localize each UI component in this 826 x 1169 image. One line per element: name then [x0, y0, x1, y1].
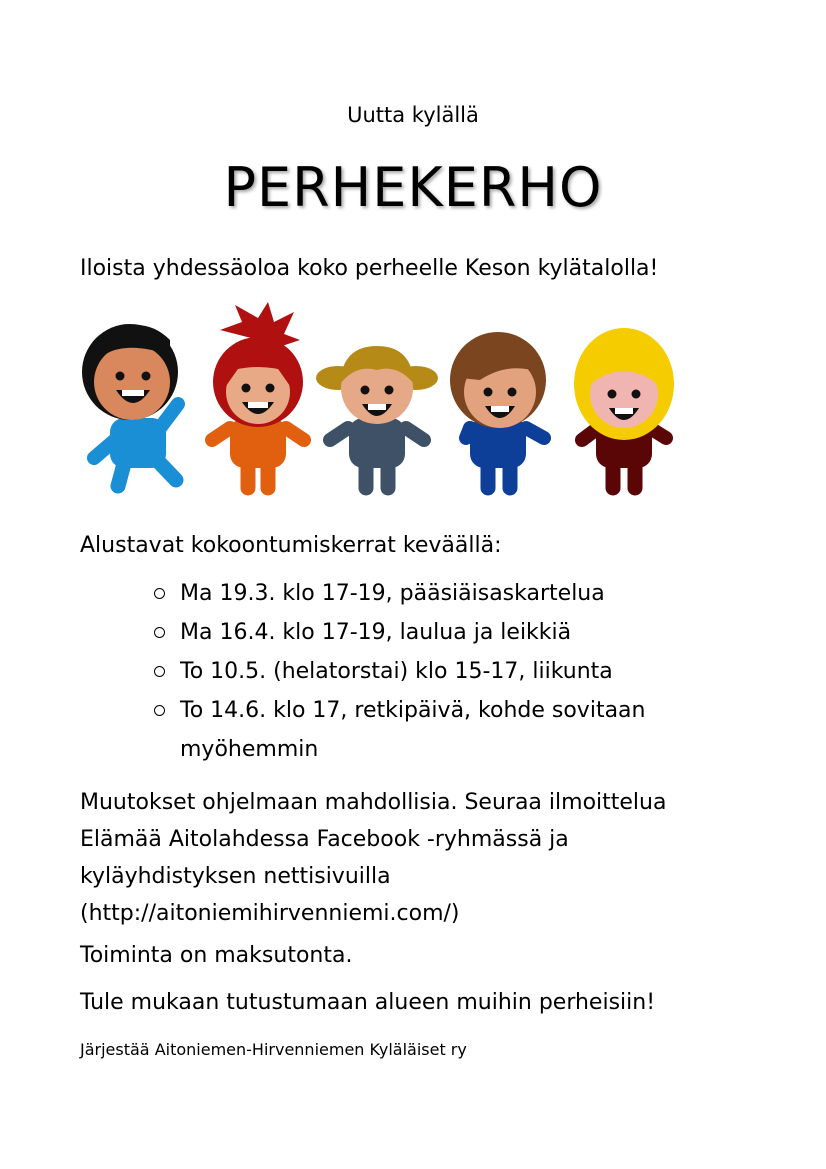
circle-bullet-icon [154, 588, 165, 599]
notice-link[interactable]: (http://aitoniemihirvenniemi.com/) [80, 901, 460, 926]
subtitle: Uutta kylällä [347, 103, 479, 127]
circle-bullet-icon [154, 666, 165, 677]
schedule-heading: Alustavat kokoontumiskerrat keväällä: [80, 533, 502, 558]
kid-2 [212, 302, 304, 488]
notice-line: Elämää Aitolahdessa Facebook -ryhmässä ja [80, 827, 569, 852]
notice-line: kyläyhdistyksen nettisivuilla [80, 864, 391, 889]
schedule-list [154, 574, 714, 769]
circle-bullet-icon [154, 705, 165, 716]
circle-bullet-icon [154, 627, 165, 638]
join-text: Tule mukaan tutustumaan alueen muihin perheisiin! [80, 990, 656, 1015]
intro-text: Iloista yhdessäoloa koko perheelle Keson kylätalolla! [80, 256, 659, 281]
notice-line: Muutokset ohjelmaan mahdollisia. Seuraa ilmoittelua [80, 790, 667, 815]
kids-illustration [70, 300, 710, 500]
schedule-item: To 14.6. klo 17, retkipäivä, kohde sovitaan myöhemmin [154, 691, 714, 769]
page-title: PERHEKERHO [223, 156, 603, 219]
organizer-text: Järjestää Aitoniemen-Hirvenniemen Kyläläiset ry [80, 1040, 467, 1059]
free-of-charge-text: Toiminta on maksutonta. [80, 943, 353, 968]
kid-1 [82, 324, 178, 486]
kid-5 [574, 328, 674, 488]
schedule-item: Ma 19.3. klo 17-19, pääsiäisaskartelua [154, 574, 714, 613]
schedule-item: To 10.5. (helatorstai) klo 15-17, liikunta [154, 652, 714, 691]
kid-4 [450, 332, 546, 488]
schedule-item: Ma 16.4. klo 17-19, laulua ja leikkiä [154, 613, 714, 652]
notice-paragraph [80, 784, 760, 932]
kid-3 [316, 346, 438, 488]
